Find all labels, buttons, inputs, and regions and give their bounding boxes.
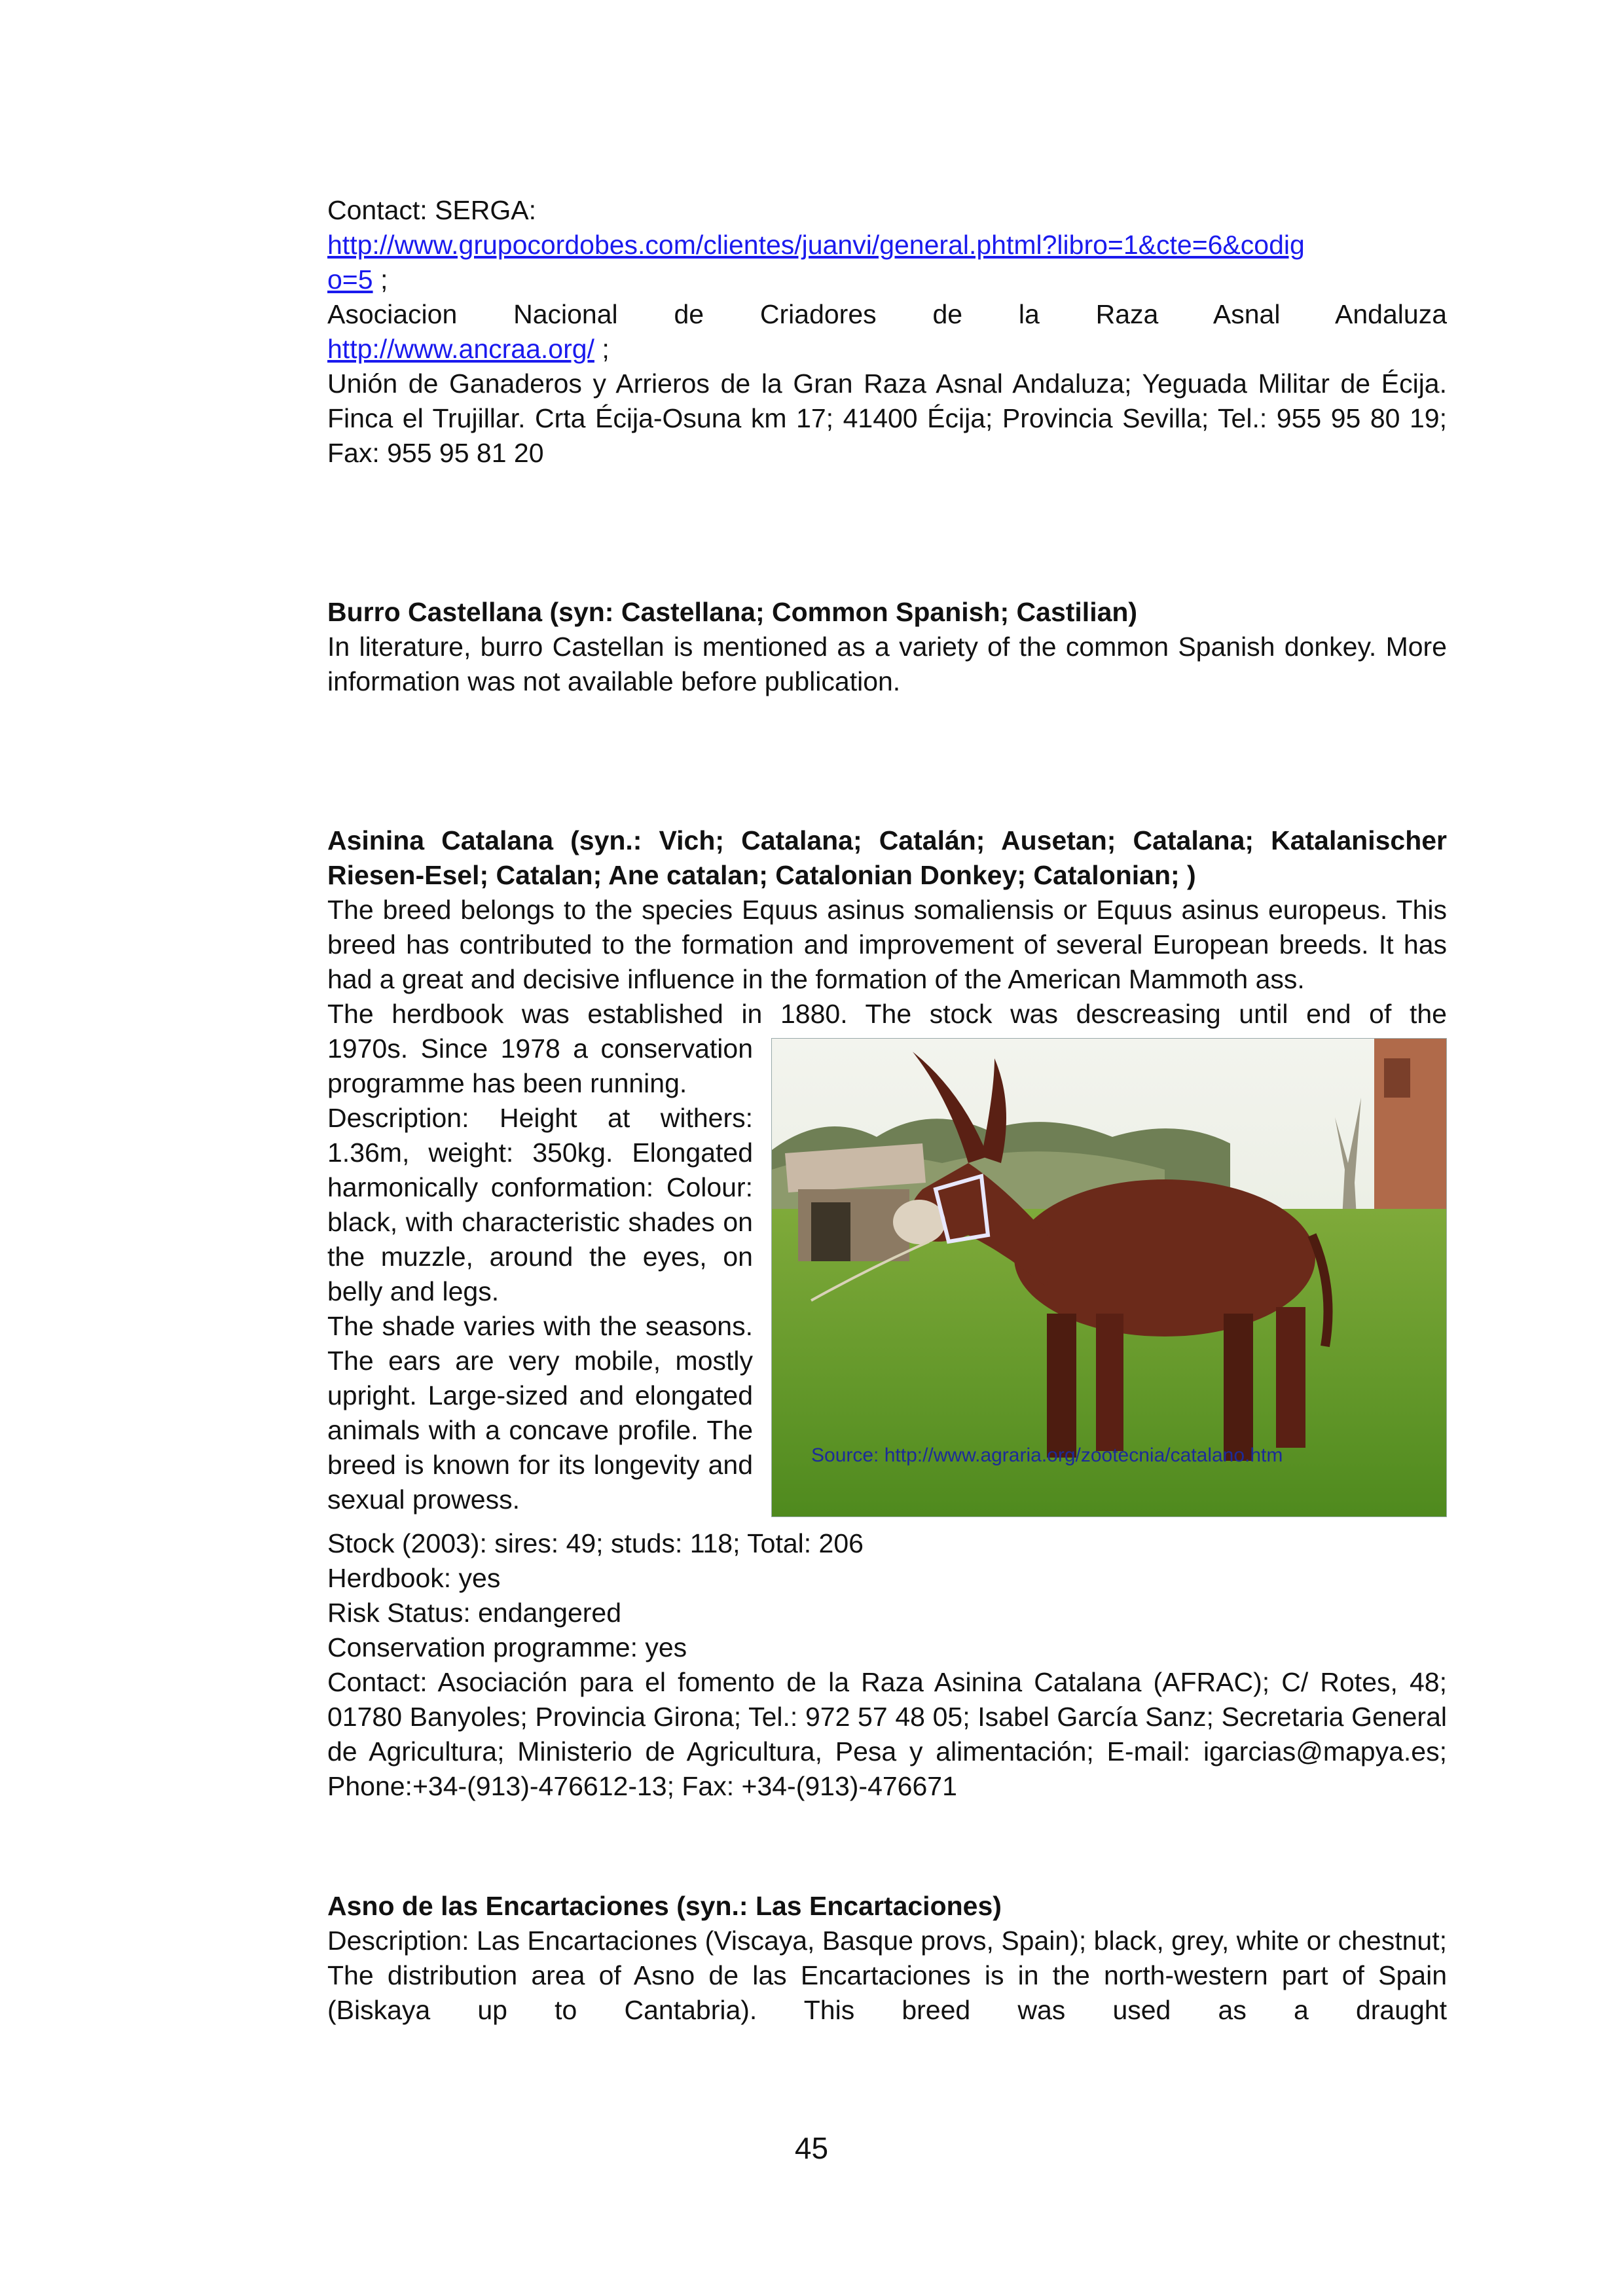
encartaciones-text: Description: Las Encartaciones (Viscaya, Basque provs, Spain); black, grey, white or chestnut; The distribution area of Asno de las Encartaciones is in the north-western part of Spain (Biskaya up to Cantabria). This breed was used as a draught [327,1926,1447,2025]
castellana-text: In literature, burro Castellan is mentioned as a variety of the common Spanish donkey. More information was not available before publication. [327,632,1447,696]
photo-caption: Source: http://www.agraria.org/zootecnia/catalano.htm [811,1444,1283,1466]
page-number: 45 [794,2131,829,2165]
catalana-conservation-start: 1970s. Since 1978 a conservation programme has been running. [327,1033,753,1098]
serga-contact-label: Contact: SERGA: [327,195,537,225]
catalana-heading: Asinina Catalana (syn.: Vich; Catalana; Catalán; Ausetan; Catalana; Katalanischer Riesen-Esel; Catalan; Ane catalan; Catalonian Donkey; Catalonian; ) [327,825,1447,890]
serga-link[interactable]: http://www.grupocordobes.com/clientes/juanvi/general.phtml?libro=1&cte=6&codig o=5 [327,230,1305,295]
catalana-float-section [327,1031,1447,1526]
catalana-herdbook: Herdbook: yes [327,1563,501,1593]
catalana-risk: Risk Status: endangered [327,1598,621,1628]
catalana-shade-text: The shade varies with the seasons. The ears are very mobile, mostly upright. Large-sized and elongated animals with a concave profile. The breed is known for its longevity and sexual prowess. [327,1311,753,1515]
catalana-paragraph-1: The breed belongs to the species Equus asinus somaliensis or Equus asinus europeus. This breed has contributed to the formation and improvement of several European breeds. It has had a great and decisive influence in the formation of the American Mammoth ass. [327,895,1447,994]
catalana-description: Description: Height at withers: 1.36m, weight: 350kg. Elongated harmonically conformation: Colour: black, with characteristic shades on the muzzle, around the eyes, on belly and legs. [327,1103,753,1306]
catalana-conservation: Conservation programme: yes [327,1632,687,1662]
encartaciones-heading: Asno de las Encartaciones (syn.: Las Encartaciones) [327,1891,1002,1921]
ancraa-link[interactable]: http://www.ancraa.org/ [327,334,594,364]
donkey-photo [771,1038,1447,1517]
castellana-heading: Burro Castellana (syn: Castellana; Common Spanish; Castilian) [327,597,1138,627]
union-contact: Unión de Ganaderos y Arrieros de la Gran Raza Asnal Andaluza; Yeguada Militar de Écija. Finca el Trujillar. Crta Écija-Osuna km 17; 41400 Écija; Provincia Sevilla; Tel.: 955 95 80 19; Fax: 955 95 81 20 [327,368,1447,468]
catalana-stock: Stock (2003): sires: 49; studs: 118; Total: 206 [327,1528,864,1558]
serga-link-line: http://www.grupocordobes.com/clientes/juanvi/general.phtml?libro=1&cte=6&codig o=5 ; [327,230,1305,295]
asociacion-name: Asociacion Nacional de Criadores de la Raza Asnal Andaluza [327,299,1447,329]
catalana-herdbook-line: The herdbook was established in 1880. The stock was descreasing until end of the [327,999,1447,1029]
ancraa-link-line: http://www.ancraa.org/ ; [327,334,610,364]
page-content [327,193,1447,2028]
catalana-contact: Contact: Asociación para el fomento de la Raza Asinina Catalana (AFRAC); C/ Rotes, 48; 01780 Banyoles; Provincia Girona; Tel.: 972 57 48 05; Isabel García Sanz; Secretaria General de Agricultura; Ministerio de Agricultura, Pesa y alimentación; E-mail: igarcias@mapya.es; Phone:+34-(913)-476612-13; Fax: +34-(913)-476671 [327,1667,1447,1801]
